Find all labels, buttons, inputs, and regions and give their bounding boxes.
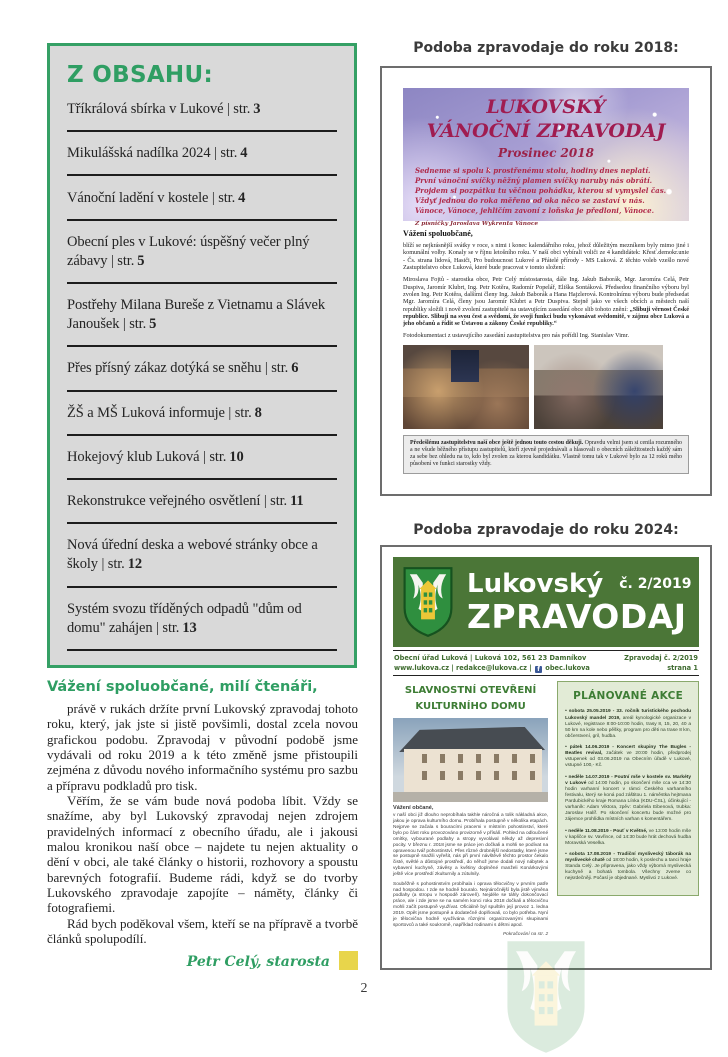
planned-events-title: PLÁNOVANÉ AKCE [573,690,684,703]
nl2018-paragraph: blíží se nejkrásnější svátky v roce, s nimi i konec kalendářního roku, jehož důležitým mezníkem byly mimo jiné i komunální volby. Konaly se v říjnu letošního roku. V naší obci vybírali voliči ze 4 kandidátek: Křesť.demokr.unie - Čs. strana lidová, Hasiči, Pro budoucnost Lukové a Přátelé přírody - MS Luková. Z těchto voleb vzešlo nové Zastupitelstvo obce Luková, které bude pracovat v tomto složení: [403,242,689,271]
nl2018-title: LUKOVSKÝ VÁNOČNÍ ZPRAVODAJ [426,96,666,142]
nl2024-article-title: SLAVNOSTNÍ OTEVŘENÍ KULTURNÍHO DOMU [404,685,537,712]
nl2024-salutation: Vážení občané, [393,805,434,812]
toc-item-hokejovy-klub[interactable]: Hokejový klub Luková | str. 10 [67,448,337,480]
editorial [47,679,358,970]
editorial-paragraph: Rád bych poděkoval všem, kteří se na přípravě a tvorbě článků spolupodílí. [47,915,358,946]
caption-until-2024: Podoba zpravodaje do roku 2024: [413,522,679,538]
nl2018-salutation: Vážení spoluobčané, [403,229,473,238]
toc-item-zs-ms[interactable]: ŽŠ a MŠ Luková informuje | str. 8 [67,404,337,436]
nl2024-paragraph: Souběžně s pohostinstvím probíhala i oprava tělocvičny v prvním patře nad hospodou. I zde se hodně bouralo. Nejnáročnější byla jistě výměna podlahy (a stropu v hospodě zároveň). Nejdéle se táhly dokončovací práce, ale i zde jsme se na samém konci roku 2018 dočkali a tělocvičnu mohli začít postupně využívat. Oficiálně byl spuštěn její provoz 1. ledna 2019. Opět jsme postupně a dodatečně doplňovali, co bylo potřeba. Nyní je tělocvična hodně využívána různými organizovanými skupinami sportovců a také soukromě, například rodinami s dětmi apod. [393,881,549,928]
nl2024-body [393,681,699,937]
editorial-paragraph: Věřím, že se vám bude nová podoba líbit. Vždy se snažíme, aby byl Lukovský zpravodaj nejen zdrojem pravidelných informací z obecního úřadu, ale i jakousi malou kronikou naší obce – najdete tu nejen aktuality o dění v obci, ale také články o historii, rozhovory a spoustu barevných fotografií. Budeme rádi, když se do tvorby Lukovského zpravodaje zapojíte – náměty, články či fotografiemi. [47,792,358,916]
nl2024-contact-strip [393,651,699,676]
nl2024-contact-left: Obecní úřad Luková | Luková 102, 561 23 Damníkov www.lukova.cz | redakce@lukova.cz | f obec.lukova [394,654,590,674]
toc-item-trikralova[interactable]: Tříkrálová sbírka v Lukové | str. 3 [67,100,337,132]
meeting-photo-left [403,345,529,429]
event-item: • sobota 25.05.2019 - 33. ročník turistického pochodu Lukovský mandel 2019, areál kynologické organizace v Lukové, registrace 8:00-10:00 hodin, trasy 8, 15, 20, 40 a 50 km na kole nebo pěšky, program pro děti na trase 8 km, občerstvení, gril, hudba. [565,709,691,739]
toc-item-obecni-ples[interactable]: Obecní ples v Lukové: úspěšný večer plný zábavy | str. 5 [67,233,337,284]
meeting-photo-right [534,345,663,429]
christmas-header-image [403,88,689,228]
nl2024-masthead-title: Lukovský č. 2/2019 ZPRAVODAJ [467,569,692,636]
caption-until-2018: Podoba zpravodaje do roku 2018: [413,40,679,56]
toc-title: Z OBSAHU: [67,62,213,88]
nl2018-poem: Sedneme si spolu k prostřenému stolu, hodiny dnes neplatí. První vánoční svíčky něžný plamen svíčky naruby nás obrátí. Projdem si pozpátku tu věčnou pohádku, kterou si vymyslel čas. Vždyť jednou do roka měřeno od oka něco se zastaví v nás. Vánoce, Vánoce, jehličím zavoní z loňska je předloni, Vánoce. [415,165,667,216]
event-item: • neděle 11.08.2019 - Pouť v Květné, ve 13:00 hodin mše v kapličce sv. Vavřince, od 14:30 bude hrát dechová hudba Moravská Veselka. [565,828,691,846]
toc-item-postrehy[interactable]: Postřehy Milana Bureše z Vietnamu a Slávek Janoušek | str. 5 [67,296,337,347]
nl2024-article-column [393,681,548,937]
newsletter-2018-thumbnail [380,66,712,496]
nl2024-masthead [393,557,699,647]
toc-box [47,43,357,668]
coat-of-arms-watermark-icon [490,937,602,1057]
event-item: • sobota 17.08.2019 - Tradiční myslivecký táborák na myslivecké chatě od 18:00 hodin, k poslechu a tanci hraje Standa Celý. Je připravena, jako vždy výborná myslivecká kuchyně a bohatá tombola. Všechny zveme co nejsrdečněji. Počasí je objednané. Myslivci z Lukové. [565,851,691,882]
editorial-salutation: Vážení spoluobčané, milí čtenáři, [47,679,318,695]
coat-of-arms-icon [402,565,454,639]
toc-item-uredni-deska[interactable]: Nová úřední deska a webové stránky obce a školy | str. 12 [67,536,337,587]
event-item: • pátek 14.06.2019 - Koncert skupiny The Bugles - Beatles revival, začátek ve 20:00 hodin, předprodej vstupenek od 03.06.2019 na Obecním úřadě v Lukové, vstupné 100,- Kč. [565,745,691,769]
toc-item-vanocni-ladeni[interactable]: Vánoční ladění v kostele | str. 4 [67,189,337,221]
nl2018-thanks-note: Předešlému zastupitelstvu naší obce ještě jednou touto cestou děkuji. Opravdu velmi jsem si cenila rozumného a ne všude běžného přístupu zastupitelů, kteří zjevně projednávali a hlasovali o obecních záležitostech každý sám za sebe bez ohledu na to, kdo byl zvolen za kterou kandidátku. Vlastně tomu tak v Lukové bylo za 12 roků mého působení ve funkci starostky vždy. [403,435,689,474]
nl2018-poem-credit: Z písničky Jaroslava Wykrenta Vánoce [415,221,539,228]
photo-windows [409,754,538,763]
facebook-icon: f [535,666,542,673]
event-item: • neděle 14.07.2019 - Poutní mše v kostele sv. Markéty v Lukové od 14:00 hodin, po skončení mše cca ve 14:30 hodin varhanní koncert v rámci Českého varhanního festivalu, který se koná pod záštitou 1. náměstka hejtmana Pardubického kraje Romana Línka (KDU-ČSL), účinkující - varhaník: Adam Viktora, zpěv: Gabriela Eibenová, trubka: Jaroslav Halíř. Po skončení koncertu bude možné pro zájemce prohlídka místních varhan s komentářem. [565,774,691,823]
toc-item-rekonstrukce[interactable]: Rekonstrukce veřejného osvětlení | str. 11 [67,492,337,524]
toc-item-pres-prisny-zakaz[interactable]: Přes přísný zákaz dotýká se sněhu | str. 6 [67,359,337,391]
nl2024-paragraph: v naší obci již dlouho neprobíhala takhle náročná a tolik nákladná akce, jakou je oprava kulturního domu. Probíhala postupně v několika etapách. Nejprve se začala s bouracími pracemi v místním pohostinství, které bylo po část roku provozováno provizorně v přísálí. Pohled na odloučené omítky, vybourané podlahy a stropy vyvolával někdy až depresivní pocity. V březnu r. 2018 jsme se práce jen dočkali a mohli se podívat na opravenou tvář pohostinství. Přes různé drobnější nedostatky, které jsme se postupně snažili vyřešit, nás při první návštěvě těchto prostor čekalo čisté, světlé a důstojné prostředí, do něhož jsme dodali nový nábytek a vybavení kuchyně, závěsy a květiny doplněné manželi Konárkovými ještě více prostředí zkulturnily a zútulnily. [393,813,549,877]
nl2018-photos [403,345,689,429]
nl2024-issue-info: Zpravodaj č. 2/2019 strana 1 [624,654,698,673]
nl2018-paragraph: Miroslava Fojtů - starostka obce, Petr Celý místostarosta, dále Ing. Jakub Baborák, Mgr. Jaromíra Celá, Petr Duspiva, Jaromír Klubrt, Ing. Petr Kotěra, Radomír Popelář, Eliška Sontáková. Předsedou finančního výboru byl zvolen Ing. Petr Kotěra, dalšími členy Ing. Jakub Baborák a Hana Hajzlerová. Kontrolnímu výboru bude předsedat Mgr. Jaromíra Celá, členy jsou Jaromír Klubrt a Petr Duspiva. Stejně jako ve všech obcích a městech naší republiky složili i nově zvolení zastupitelé na ustavujícím zasedání obce slib tohoto znění: „Slibuji věrnost České republice. Slibuji na svou čest a svědomí, že svoji funkci budu vykonávat svědomitě, v zájmu obce Luková a jeho občanů a řídit se Ústavou a zákony České republiky.“ [403,276,689,328]
page-number: 2 [360,981,368,996]
newsletter-2024-thumbnail [380,545,712,970]
editorial-paragraph: právě v rukách držíte první Lukovský zpravodaj tohoto roku, který, jak jste si jistě povšimli, dostal zcela novou grafickou podobu. Zpravodaj v původní podobě jsme vydávali od roku 2019 a k této změně jsme přistoupili zejména z důvodu nového informačního systému pro sazbu a přípravu podkladů pro tisk. [47,701,358,793]
culture-house-photo [393,718,548,802]
nl2024-issue-number: č. 2/2019 [619,576,692,592]
flag-shape [451,350,479,382]
nl2018-photo-credit: Fotodokumentaci z ustavujícího zasedání zastupitelstva pro nás pořídil Ing. Stanislav Vimr. [403,332,630,340]
editorial-signature: Petr Celý, starosta [47,951,358,970]
nl2018-date: Prosinec 2018 [498,145,594,160]
photo-ground [393,792,548,803]
toc-item-mikulasska[interactable]: Mikulášská nadílka 2024 | str. 4 [67,144,337,176]
nl2024-continuation-note: Pokračování na str. 2 [502,932,549,938]
yellow-square-ornament [339,951,358,970]
toc-item-svoz-odpadu[interactable]: Systém svozu tříděných odpadů "dům od domu" zahájen | str. 13 [67,600,337,651]
photo-windows [409,771,538,780]
planned-events-box [557,681,699,895]
